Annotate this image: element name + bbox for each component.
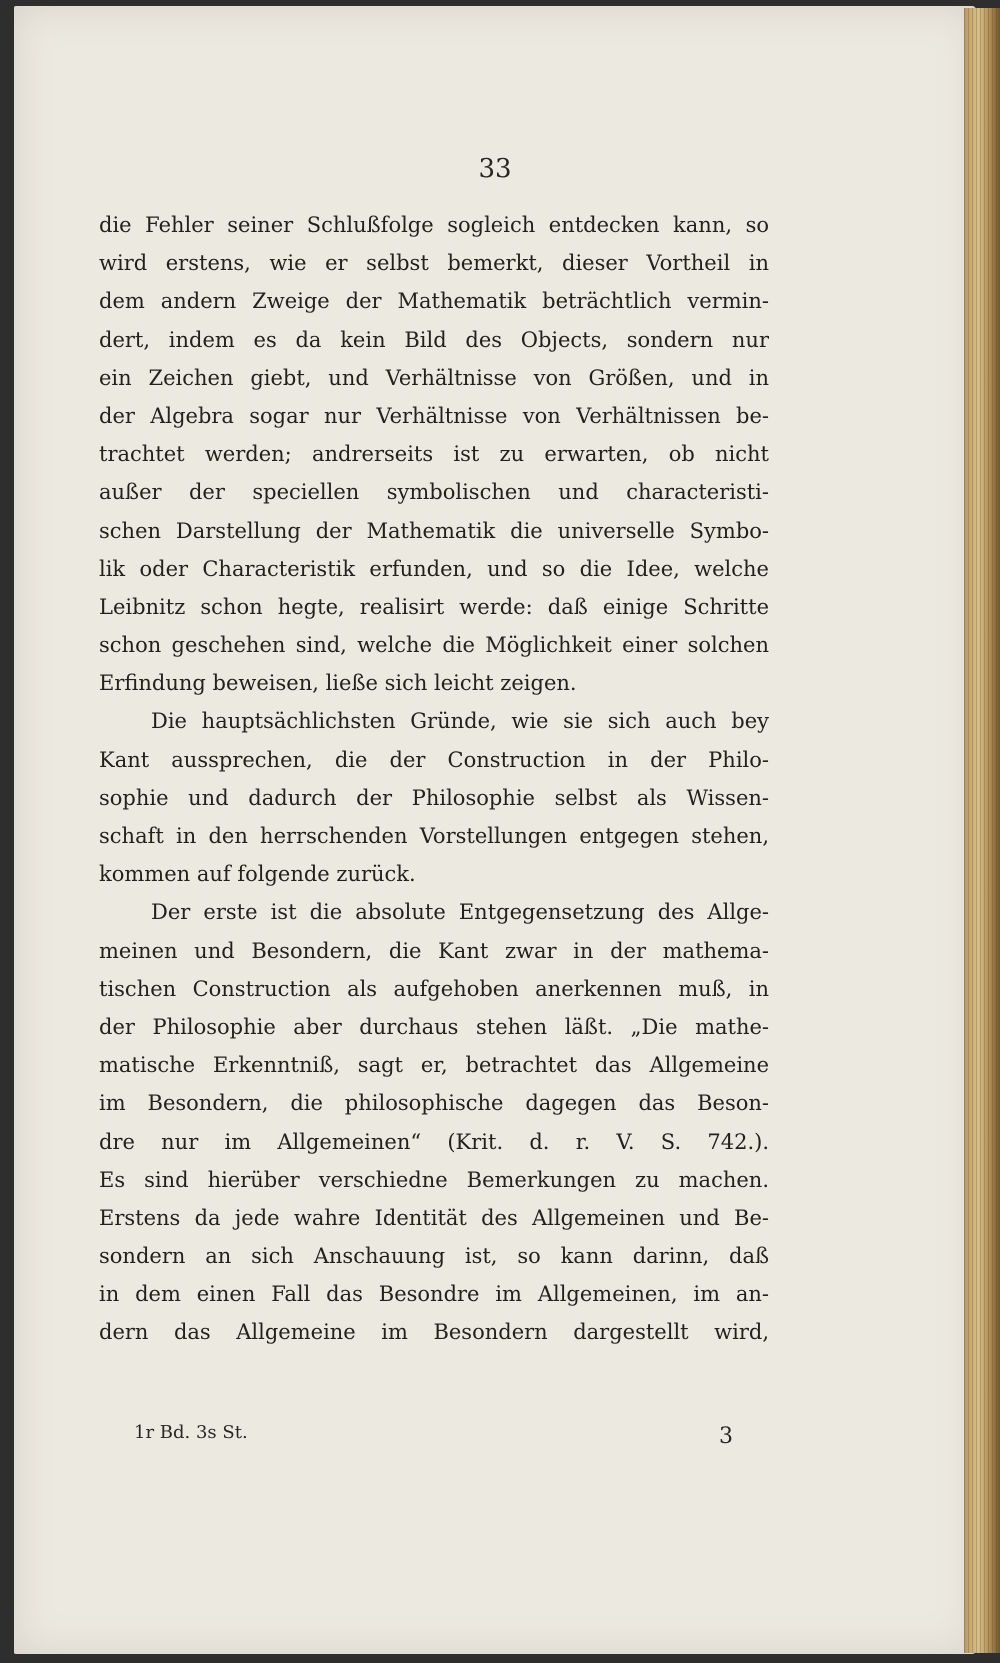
text-line: Kant aussprechen, die der Construction in der Philo- — [99, 747, 769, 772]
text-line: ein Zeichen giebt, und Verhältnisse von Größen, und in — [99, 365, 769, 390]
text-line: außer der speciellen symbolischen und characteristi- — [99, 480, 769, 505]
text-line: trachtet werden; andrerseits ist zu erwarten, ob nicht — [99, 442, 769, 467]
text-line: Der erste ist die absolute Entgegensetzung des Allge- — [151, 900, 769, 925]
text-line: Erstens da jede wahre Identität des Allgemeinen und Be- — [99, 1205, 769, 1230]
text-line: schon geschehen sind, welche die Möglichkeit einer solchen — [99, 633, 769, 658]
text-line: Die hauptsächlichsten Gründe, wie sie sich auch bey — [151, 709, 769, 734]
text-line: kommen auf folgende zurück. — [99, 862, 416, 887]
text-line: dem andern Zweige der Mathematik beträchtlich vermin- — [99, 289, 769, 314]
page-edge-decoration — [964, 8, 1000, 1653]
text-line: schaft in den herrschenden Vorstellungen entgegen stehen, — [99, 824, 769, 848]
text-line: Es sind hierüber verschiedne Bemerkungen zu machen. — [99, 1167, 769, 1192]
signature-mark: 3 — [719, 1424, 733, 1449]
text-line: der Philosophie aber durchaus stehen läßt. „Die mathe- — [99, 1014, 769, 1039]
text-line: schen Darstellung der Mathematik die universelle Symbo- — [99, 518, 769, 543]
text-line: lik oder Characteristik erfunden, und so die Idee, welche — [99, 556, 769, 581]
text-line: meinen und Besondern, die Kant zwar in der mathema- — [99, 938, 769, 963]
page-number: 33 — [478, 154, 512, 184]
text-line: Leibnitz schon hegte, realisirt werde: daß einige Schritte — [99, 594, 769, 619]
text-line: Erfindung beweisen, ließe sich leicht zeigen. — [99, 671, 577, 696]
text-line: tischen Construction als aufgehoben anerkennen muß, in — [99, 976, 769, 1001]
text-line: dre nur im Allgemeinen“ (Krit. d. r. V. S. 742.). — [99, 1129, 769, 1154]
footer-note: 1r Bd. 3s St. — [134, 1422, 248, 1443]
text-line: dern das Allgemeine im Besondern dargestellt wird, — [99, 1320, 769, 1345]
body-text — [99, 206, 769, 1352]
text-line: matische Erkenntniß, sagt er, betrachtet das Allgemeine — [99, 1053, 769, 1078]
text-line: sophie und dadurch der Philosophie selbst als Wissen- — [99, 785, 769, 810]
text-line: in dem einen Fall das Besondre im Allgemeinen, im an- — [99, 1282, 769, 1307]
text-line: der Algebra sogar nur Verhältnisse von Verhältnissen be- — [99, 403, 769, 428]
text-line: wird erstens, wie er selbst bemerkt, dieser Vortheil in — [99, 251, 769, 276]
text-line: sondern an sich Anschauung ist, so kann darinn, daß — [99, 1244, 769, 1269]
text-line: dert, indem es da kein Bild des Objects, sondern nur — [99, 327, 769, 352]
text-line: im Besondern, die philosophische dagegen das Beson- — [99, 1091, 769, 1116]
text-line: die Fehler seiner Schlußfolge sogleich entdecken kann, so — [99, 213, 769, 237]
book-page — [14, 6, 976, 1654]
